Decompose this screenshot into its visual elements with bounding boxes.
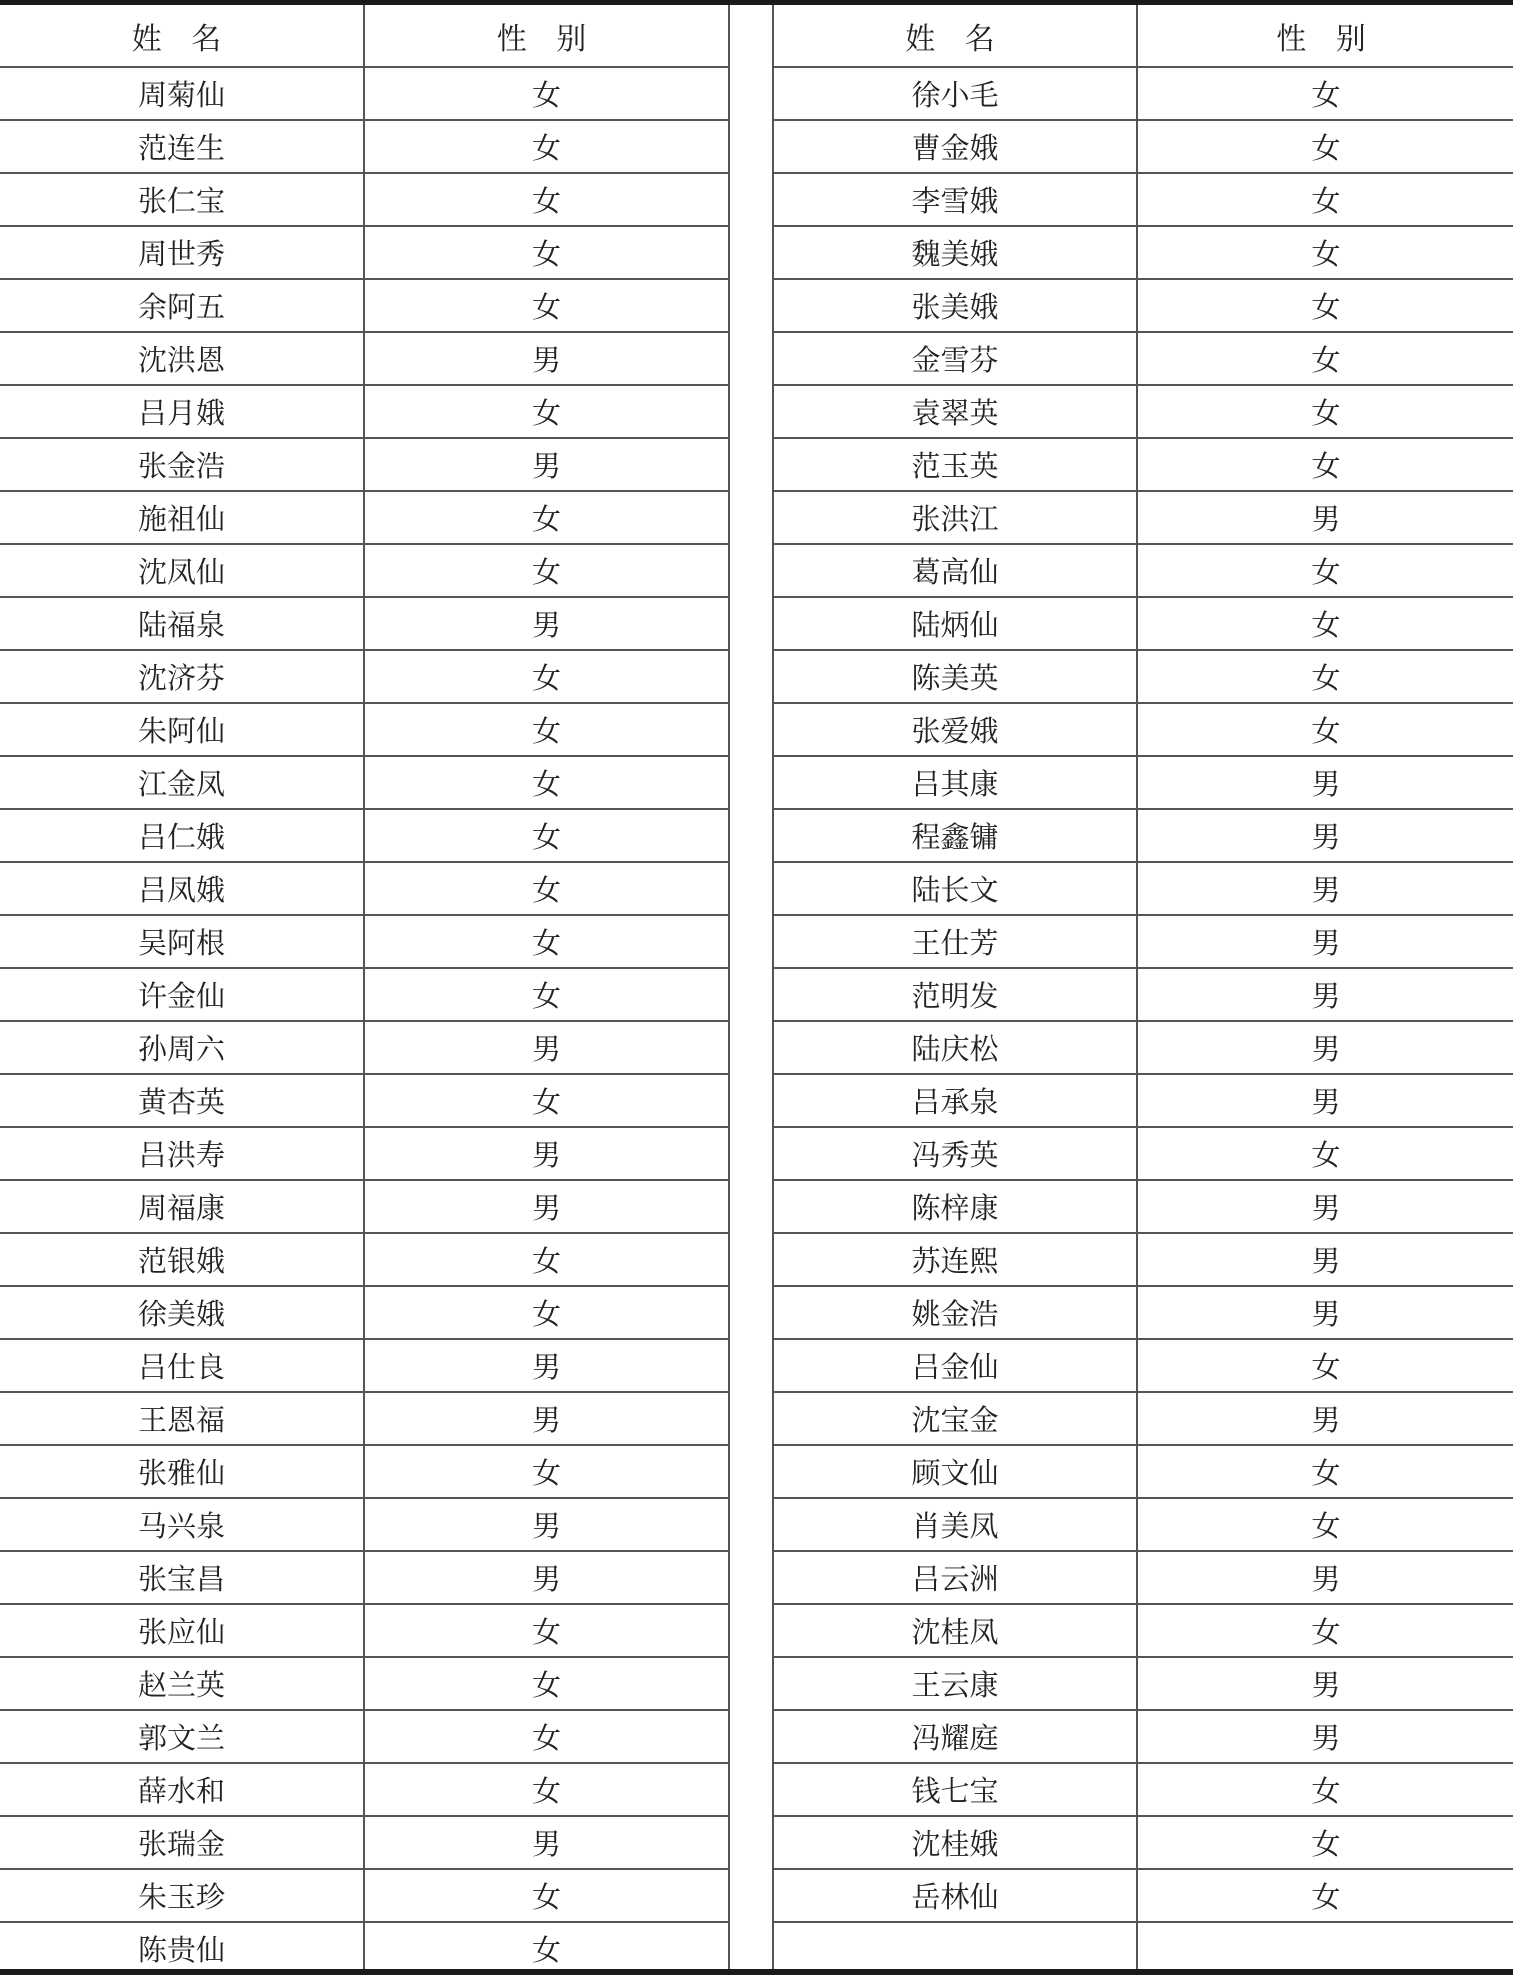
cell-gender: 男 (1137, 915, 1513, 968)
table-row (0, 1074, 729, 1127)
cell-name: 王云康 (773, 1657, 1137, 1710)
table-row (0, 1286, 729, 1339)
table-row (773, 1127, 1513, 1180)
cell-name: 沈洪恩 (0, 332, 364, 385)
table-row (0, 1392, 729, 1445)
table-row (773, 1763, 1513, 1816)
cell-name: 沈宝金 (773, 1392, 1137, 1445)
cell-gender: 女 (1137, 1127, 1513, 1180)
table-row (0, 1922, 729, 1974)
table-row (0, 756, 729, 809)
cell-name: 张金浩 (0, 438, 364, 491)
header-row (773, 5, 1513, 67)
cell-name: 薛水和 (0, 1763, 364, 1816)
cell-name: 陆炳仙 (773, 597, 1137, 650)
cell-gender: 女 (1137, 279, 1513, 332)
cell-gender: 女 (364, 67, 729, 120)
cell-gender: 男 (1137, 1233, 1513, 1286)
cell-name: 沈桂凤 (773, 1604, 1137, 1657)
cell-gender: 女 (364, 279, 729, 332)
cell-name: 范明发 (773, 968, 1137, 1021)
cell-name: 王仕芳 (773, 915, 1137, 968)
table-row (773, 1710, 1513, 1763)
table-row (773, 1339, 1513, 1392)
cell-name: 张美娥 (773, 279, 1137, 332)
cell-gender: 女 (1137, 1763, 1513, 1816)
cell-name: 金雪芬 (773, 332, 1137, 385)
cell-gender: 男 (1137, 756, 1513, 809)
cell-name: 冯秀英 (773, 1127, 1137, 1180)
table-row (773, 1021, 1513, 1074)
table-row (0, 1445, 729, 1498)
table-row (0, 279, 729, 332)
cell-gender: 男 (1137, 1074, 1513, 1127)
cell-name: 吕其康 (773, 756, 1137, 809)
cell-gender: 女 (1137, 1339, 1513, 1392)
table-row (773, 1180, 1513, 1233)
cell-gender: 女 (364, 915, 729, 968)
cell-name: 岳林仙 (773, 1869, 1137, 1922)
cell-gender: 女 (364, 756, 729, 809)
cell-name: 张瑞金 (0, 1816, 364, 1869)
table-row (0, 650, 729, 703)
cell-gender: 女 (364, 650, 729, 703)
cell-gender: 女 (1137, 1816, 1513, 1869)
cell-gender: 男 (364, 1339, 729, 1392)
table-row (773, 915, 1513, 968)
cell-name: 余阿五 (0, 279, 364, 332)
cell-gender: 男 (1137, 491, 1513, 544)
cell-name: 王恩福 (0, 1392, 364, 1445)
table-row (773, 1286, 1513, 1339)
cell-gender: 男 (364, 332, 729, 385)
cell-name: 吕仕良 (0, 1339, 364, 1392)
cell-gender: 女 (364, 1233, 729, 1286)
cell-gender: 女 (364, 1286, 729, 1339)
table-row (773, 226, 1513, 279)
cell-name: 程鑫镛 (773, 809, 1137, 862)
cell-name: 张宝昌 (0, 1551, 364, 1604)
cell-gender: 女 (364, 544, 729, 597)
cell-name: 周菊仙 (0, 67, 364, 120)
cell-name: 肖美凤 (773, 1498, 1137, 1551)
table-row (0, 1339, 729, 1392)
table-row (773, 650, 1513, 703)
cell-name: 徐小毛 (773, 67, 1137, 120)
cell-name: 江金凤 (0, 756, 364, 809)
cell-gender: 女 (364, 1763, 729, 1816)
cell-gender: 女 (1137, 438, 1513, 491)
cell-gender: 女 (1137, 226, 1513, 279)
cell-name: 张仁宝 (0, 173, 364, 226)
cell-gender: 女 (364, 809, 729, 862)
cell-gender: 男 (1137, 1286, 1513, 1339)
cell-gender: 男 (1137, 1657, 1513, 1710)
roster-table-left (0, 5, 730, 1974)
cell-name: 许金仙 (0, 968, 364, 1021)
table-row (0, 1180, 729, 1233)
table-row (773, 1551, 1513, 1604)
column-header-gender: 性 别 (364, 5, 729, 67)
cell-name: 朱阿仙 (0, 703, 364, 756)
table-row (773, 862, 1513, 915)
roster-body-right (773, 67, 1513, 1974)
table-row (0, 67, 729, 120)
cell-name: 李雪娥 (773, 173, 1137, 226)
cell-name: 吕月娥 (0, 385, 364, 438)
cell-gender: 女 (364, 862, 729, 915)
cell-gender: 女 (1137, 1604, 1513, 1657)
cell-gender: 男 (364, 1127, 729, 1180)
table-row (0, 1551, 729, 1604)
table-row (773, 1816, 1513, 1869)
cell-name: 吕洪寿 (0, 1127, 364, 1180)
table-row (773, 968, 1513, 1021)
table-row (773, 1074, 1513, 1127)
table-row (773, 756, 1513, 809)
cell-name: 吕云洲 (773, 1551, 1137, 1604)
table-row (773, 332, 1513, 385)
cell-gender: 女 (1137, 67, 1513, 120)
cell-name: 吕凤娥 (0, 862, 364, 915)
column-header-gender: 性 别 (1137, 5, 1513, 67)
cell-gender: 女 (1137, 332, 1513, 385)
cell-name: 张应仙 (0, 1604, 364, 1657)
cell-name: 陈贵仙 (0, 1922, 364, 1974)
cell-name: 沈济芬 (0, 650, 364, 703)
cell-name: 郭文兰 (0, 1710, 364, 1763)
table-row (0, 173, 729, 226)
table-row (0, 226, 729, 279)
table-row (0, 703, 729, 756)
cell-name: 范玉英 (773, 438, 1137, 491)
cell-gender: 女 (364, 226, 729, 279)
cell-gender: 女 (1137, 1498, 1513, 1551)
table-row (0, 862, 729, 915)
cell-name: 黄杏英 (0, 1074, 364, 1127)
cell-name: 葛高仙 (773, 544, 1137, 597)
table-row (0, 809, 729, 862)
table-row (773, 1922, 1513, 1974)
roster-body-left (0, 67, 729, 1974)
cell-name: 陆庆松 (773, 1021, 1137, 1074)
cell-gender: 男 (364, 1021, 729, 1074)
cell-name: 马兴泉 (0, 1498, 364, 1551)
cell-name: 陆长文 (773, 862, 1137, 915)
cell-gender: 女 (364, 1074, 729, 1127)
table-row (0, 1657, 729, 1710)
table-row (773, 1233, 1513, 1286)
cell-gender: 女 (1137, 173, 1513, 226)
cell-gender: 女 (364, 491, 729, 544)
table-row (0, 915, 729, 968)
cell-gender: 男 (364, 1551, 729, 1604)
cell-name: 苏连熙 (773, 1233, 1137, 1286)
cell-gender: 女 (1137, 385, 1513, 438)
cell-name: 魏美娥 (773, 226, 1137, 279)
cell-name: 孙周六 (0, 1021, 364, 1074)
header-row (0, 5, 729, 67)
table-row (0, 1233, 729, 1286)
cell-name: 范连生 (0, 120, 364, 173)
cell-gender: 女 (364, 1604, 729, 1657)
cell-name: 姚金浩 (773, 1286, 1137, 1339)
cell-gender: 女 (364, 1922, 729, 1974)
cell-name: 吕金仙 (773, 1339, 1137, 1392)
column-header-name: 姓 名 (773, 5, 1137, 67)
table-row (773, 1392, 1513, 1445)
cell-gender: 男 (364, 1816, 729, 1869)
cell-gender: 男 (364, 1180, 729, 1233)
cell-gender: 男 (1137, 1392, 1513, 1445)
cell-gender: 女 (364, 1869, 729, 1922)
cell-name: 顾文仙 (773, 1445, 1137, 1498)
cell-name: 沈桂娥 (773, 1816, 1137, 1869)
cell-gender: 女 (364, 120, 729, 173)
cell-name: 陈美英 (773, 650, 1137, 703)
table-row (0, 491, 729, 544)
table-row (773, 173, 1513, 226)
cell-gender: 女 (1137, 650, 1513, 703)
table-row (773, 1445, 1513, 1498)
cell-gender: 男 (1137, 1021, 1513, 1074)
cell-gender: 男 (364, 597, 729, 650)
cell-name: 吴阿根 (0, 915, 364, 968)
table-row (773, 544, 1513, 597)
cell-gender: 女 (1137, 1869, 1513, 1922)
table-row (773, 67, 1513, 120)
cell-name: 沈凤仙 (0, 544, 364, 597)
cell-name: 施祖仙 (0, 491, 364, 544)
table-row (0, 597, 729, 650)
cell-name: 徐美娥 (0, 1286, 364, 1339)
cell-gender: 男 (1137, 968, 1513, 1021)
cell-gender: 女 (1137, 1445, 1513, 1498)
cell-gender: 男 (1137, 862, 1513, 915)
cell-name: 陆福泉 (0, 597, 364, 650)
table-row (773, 703, 1513, 756)
cell-gender: 女 (364, 1710, 729, 1763)
cell-name: 张爱娥 (773, 703, 1137, 756)
table-row (0, 438, 729, 491)
cell-name: 冯耀庭 (773, 1710, 1137, 1763)
cell-gender: 女 (364, 703, 729, 756)
table-row (773, 809, 1513, 862)
table-row (773, 279, 1513, 332)
cell-gender: 女 (364, 1657, 729, 1710)
table-row (0, 1869, 729, 1922)
cell-name: 吕承泉 (773, 1074, 1137, 1127)
cell-gender: 女 (1137, 120, 1513, 173)
column-header-name: 姓 名 (0, 5, 364, 67)
table-row (773, 597, 1513, 650)
table-row (0, 1127, 729, 1180)
cell-name: 赵兰英 (0, 1657, 364, 1710)
cell-gender: 男 (1137, 1180, 1513, 1233)
table-row (0, 120, 729, 173)
cell-name: 钱七宝 (773, 1763, 1137, 1816)
cell-name: 范银娥 (0, 1233, 364, 1286)
cell-name: 张雅仙 (0, 1445, 364, 1498)
table-row (0, 1816, 729, 1869)
cell-name: 周福康 (0, 1180, 364, 1233)
cell-name: 吕仁娥 (0, 809, 364, 862)
table-row (773, 1657, 1513, 1710)
table-row (0, 968, 729, 1021)
cell-gender: 男 (1137, 1710, 1513, 1763)
cell-name: 张洪江 (773, 491, 1137, 544)
cell-name: 曹金娥 (773, 120, 1137, 173)
table-row (773, 1604, 1513, 1657)
table-row (0, 1763, 729, 1816)
cell-name: 袁翠英 (773, 385, 1137, 438)
table-row (773, 491, 1513, 544)
cell-gender: 女 (364, 968, 729, 1021)
cell-gender: 男 (1137, 1551, 1513, 1604)
bottom-rule (0, 1969, 1513, 1975)
table-row (773, 438, 1513, 491)
table-row (773, 120, 1513, 173)
cell-gender: 男 (1137, 809, 1513, 862)
table-row (0, 544, 729, 597)
cell-gender: 女 (364, 385, 729, 438)
cell-gender: 女 (364, 1445, 729, 1498)
cell-gender: 女 (1137, 544, 1513, 597)
cell-gender: 女 (364, 173, 729, 226)
cell-gender (1137, 1922, 1513, 1974)
cell-gender: 女 (1137, 703, 1513, 756)
cell-gender: 男 (364, 1498, 729, 1551)
cell-gender: 女 (1137, 597, 1513, 650)
table-row (0, 1021, 729, 1074)
table-row (773, 1869, 1513, 1922)
cell-name: 陈梓康 (773, 1180, 1137, 1233)
cell-name: 朱玉珍 (0, 1869, 364, 1922)
cell-gender: 男 (364, 1392, 729, 1445)
table-row (0, 1710, 729, 1763)
table-row (0, 1498, 729, 1551)
table-row (0, 1604, 729, 1657)
table-row (0, 385, 729, 438)
table-row (773, 1498, 1513, 1551)
cell-name: 周世秀 (0, 226, 364, 279)
table-row (0, 332, 729, 385)
table-row (773, 385, 1513, 438)
cell-gender: 男 (364, 438, 729, 491)
cell-name (773, 1922, 1137, 1974)
roster-table-right (772, 5, 1513, 1974)
